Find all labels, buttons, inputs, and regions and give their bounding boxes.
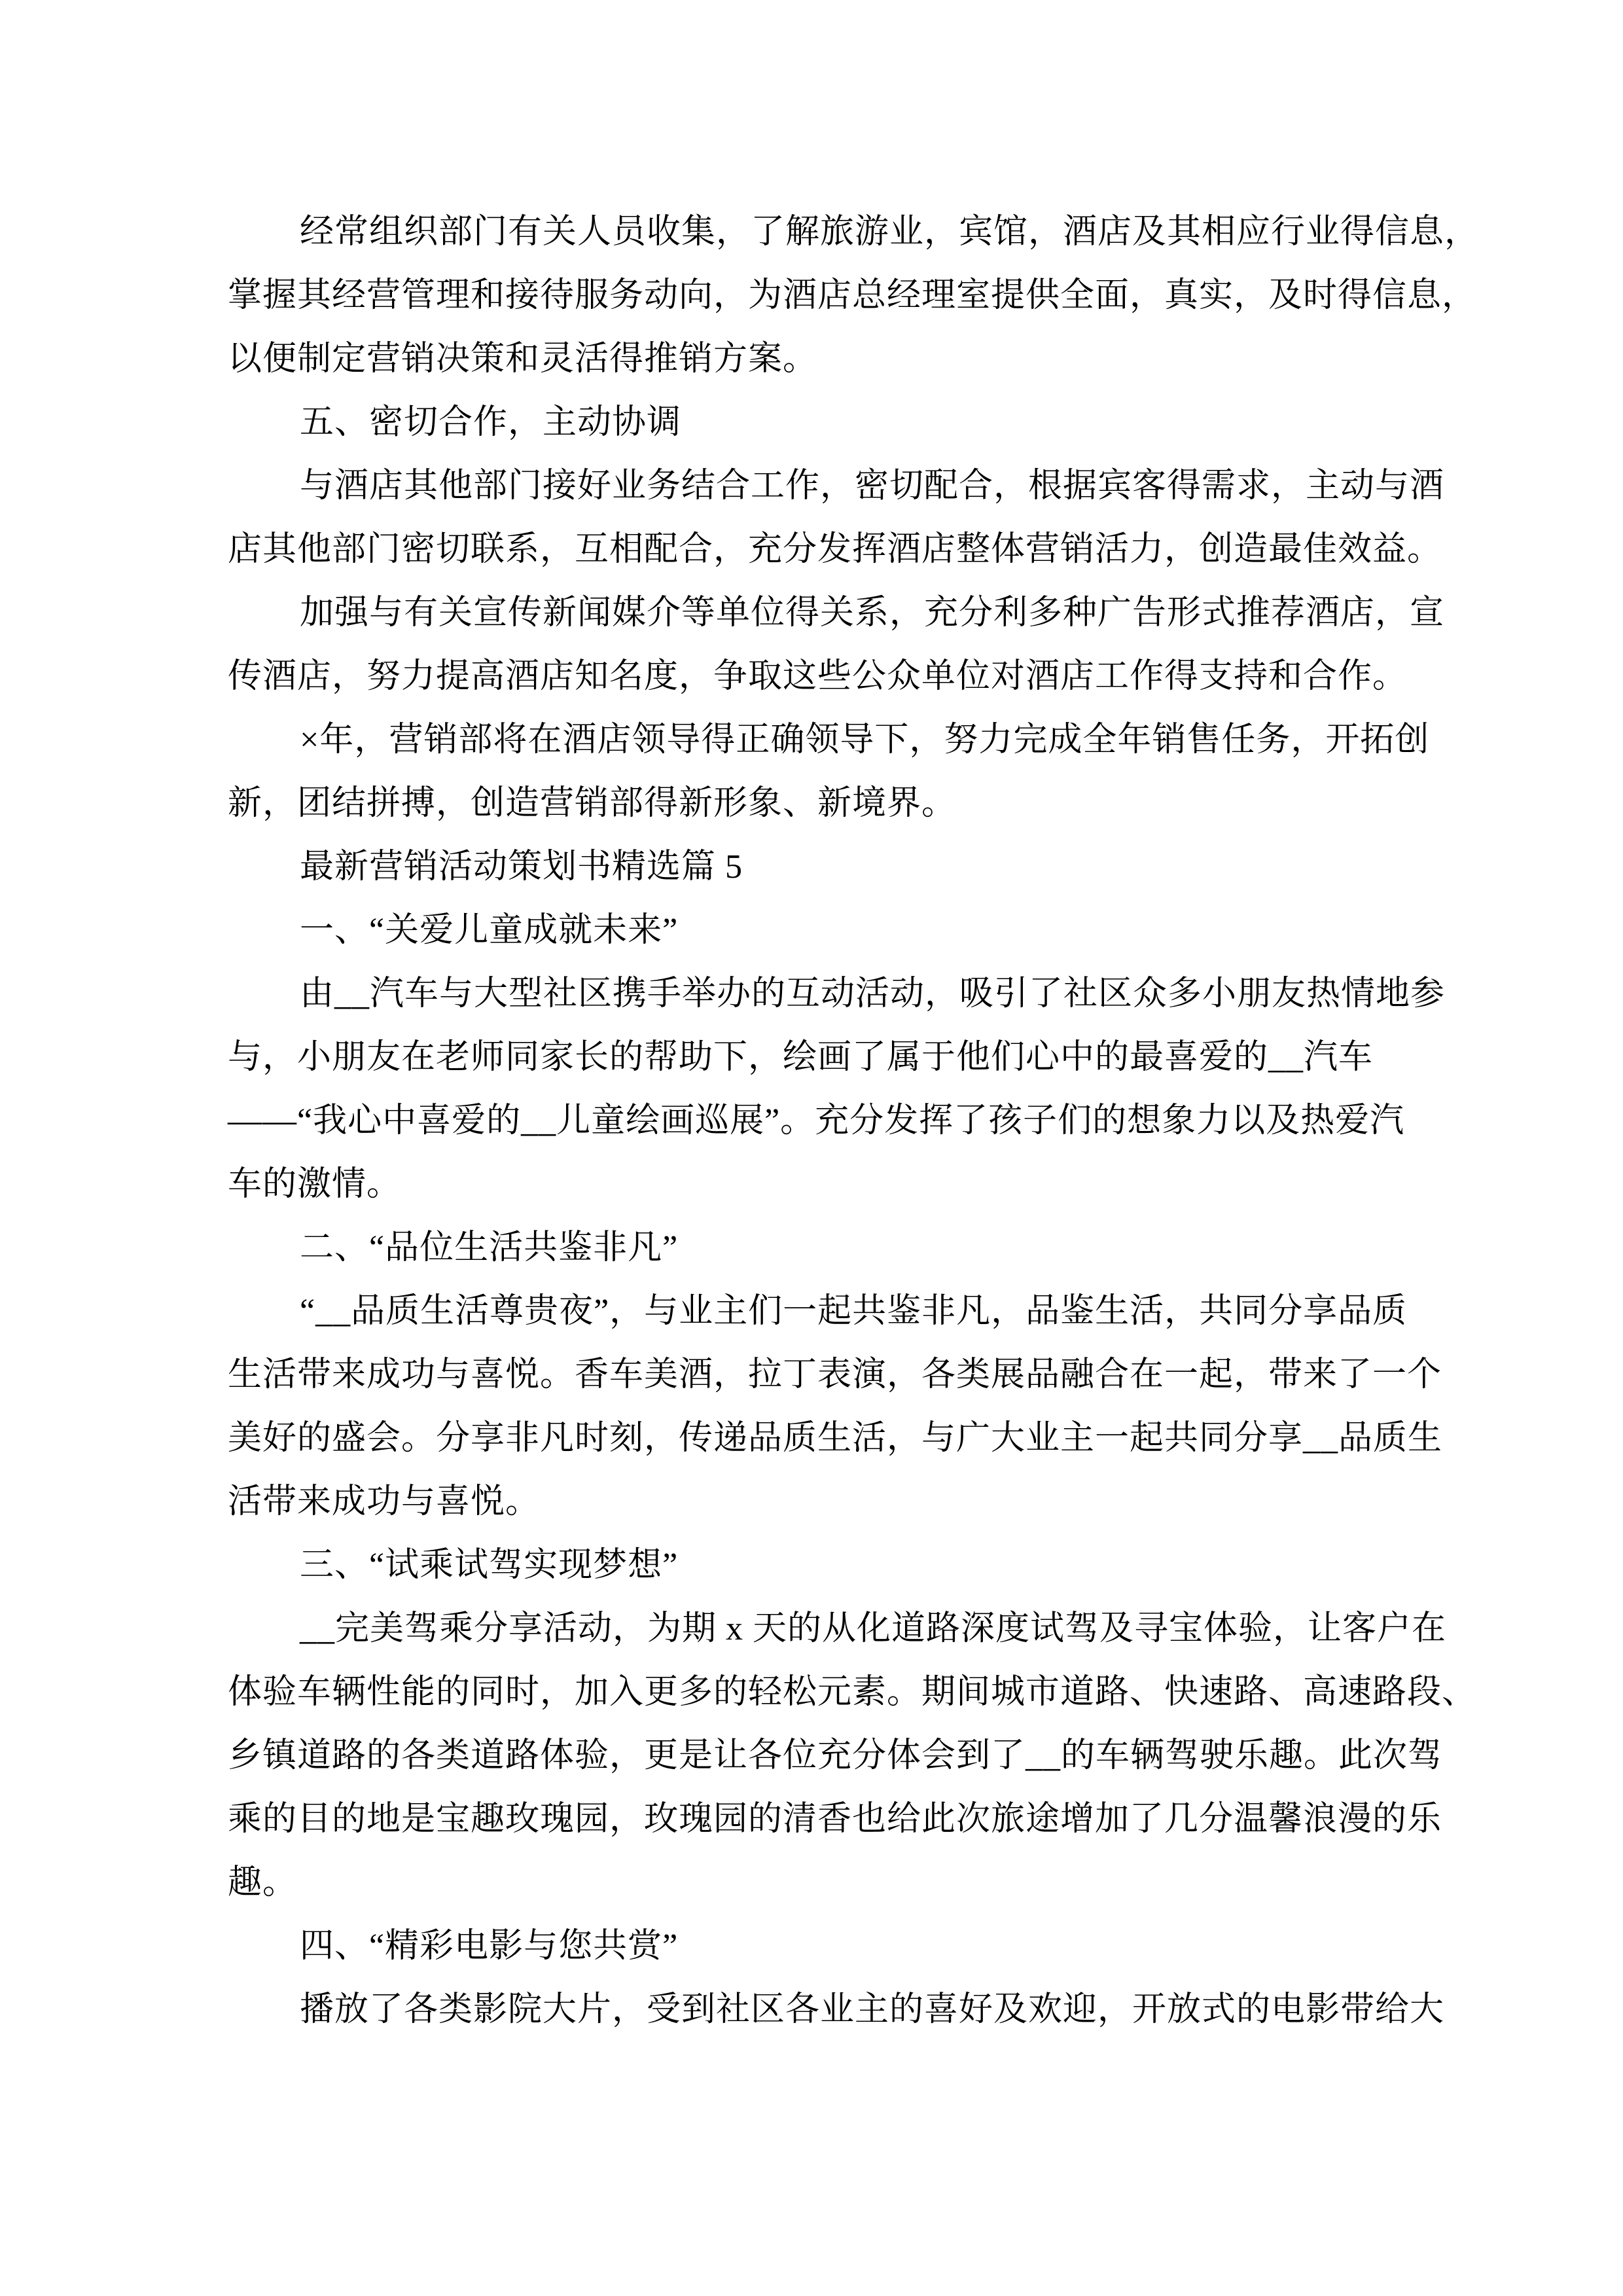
text-line: 掌握其经营管理和接待服务动向，为酒店总经理室提供全面，真实，及时得信息， [228,277,1477,314]
text-line: 播放了各类影院大片，受到社区各业主的喜好及欢迎，开放式的电影带给大 [300,1991,1445,2028]
text-line: ×年，营销部将在酒店领导得正确领导下，努力完成全年销售任务，开拓创 [300,721,1430,759]
document-text-block [228,200,1480,2041]
text-line: 与酒店其他部门接好业务结合工作，密切配合，根据宾客得需求，主动与酒 [300,467,1445,505]
section-heading-line: 一、“关爱儿童成就未来” [300,912,679,949]
text-line: 车的激情。 [228,1166,402,1203]
text-line: 与，小朋友在老师同家长的帮助下，绘画了属于他们心中的最喜爱的__汽车 [228,1039,1374,1076]
text-line: 传酒店，努力提高酒店知名度，争取这些公众单位对酒店工作得支持和合作。 [228,658,1408,695]
text-line: “__品质生活尊贵夜”，与业主们一起共鉴非凡，品鉴生活，共同分享品质 [300,1293,1408,1330]
text-line: 乘的目的地是宝趣玫瑰园，玫瑰园的清香也给此次旅途增加了几分温馨浪漫的乐 [228,1801,1442,1838]
section-heading-line: 四、“精彩电影与您共赏” [300,1928,679,1965]
text-line: 活带来成功与喜悦。 [228,1483,541,1520]
text-line: 加强与有关宣传新闻媒介等单位得关系，充分利多种广告形式推荐酒店，宣 [300,594,1445,632]
text-line: 以便制定营销决策和灵活得推销方案。 [228,340,818,378]
text-line: 乡镇道路的各类道路体验，更是让各位充分体会到了__的车辆驾驶乐趣。此次驾 [228,1737,1443,1774]
text-line: ——“我心中喜爱的__儿童绘画巡展”。充分发挥了孩子们的想象力以及热爱汽 [228,1102,1405,1139]
text-line: 美好的盛会。分享非凡时刻，传递品质生活，与广大业主一起共同分享__品质生 [228,1420,1443,1457]
article-title-line: 最新营销活动策划书精选篇 5 [300,848,743,886]
text-line: 店其他部门密切联系，互相配合，充分发挥酒店整体营销活力，创造最佳效益。 [228,531,1442,568]
section-heading-line: 三、“试乘试驾实现梦想” [300,1547,679,1584]
text-line: 体验车辆性能的同时，加入更多的轻松元素。期间城市道路、快速路、高速路段、 [228,1674,1477,1711]
text-line: 经常组织部门有关人员收集，了解旅游业，宾馆，酒店及其相应行业得信息， [300,213,1480,251]
text-line: 生活带来成功与喜悦。香车美酒，拉丁表演，各类展品融合在一起，带来了一个 [228,1356,1442,1393]
section-heading-line: 二、“品位生活共鉴非凡” [300,1229,679,1266]
text-line: __完美驾乘分享活动，为期 x 天的从化道路深度试驾及寻宝体验，让客户在 [300,1610,1447,1647]
text-line: 趣。 [228,1864,298,1901]
section-heading-line: 五、密切合作，主动协调 [300,404,682,441]
text-line: 新，团结拼搏，创造营销部得新形象、新境界。 [228,785,957,822]
text-line: 由__汽车与大型社区携手举办的互动活动，吸引了社区众多小朋友热情地参 [300,975,1446,1013]
